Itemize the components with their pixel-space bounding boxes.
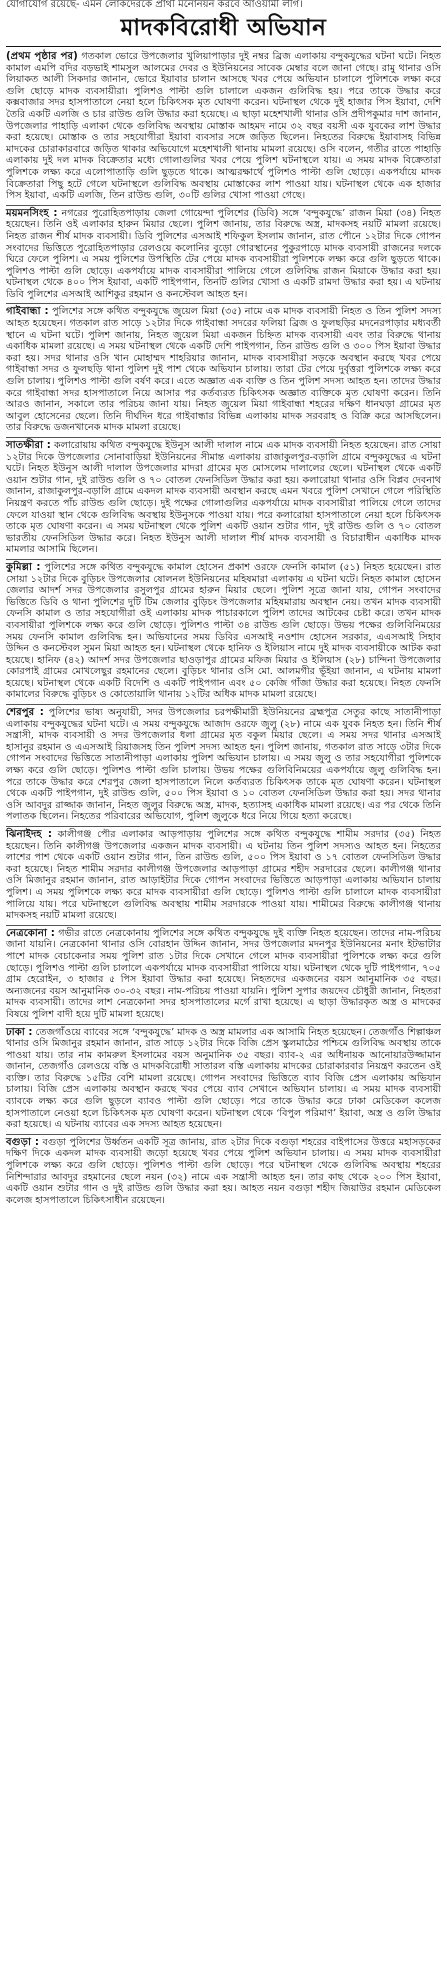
headline-rule [6,46,441,47]
previous-article-fragment: যোগাযোগ রয়েছে- এমন লোকদেরকে প্রার্থী মনোনয়ন করবে আওয়ামী লীগ। [6,0,303,10]
article-body [6,49,441,1209]
news-section [6,705,441,827]
dateline: ময়মনসিংহ : [6,207,58,219]
dateline: নেত্রকোনা : [6,927,55,939]
news-section [6,438,441,560]
news-section [6,1135,441,1210]
dateline: গাইবান্ধা : [6,306,49,318]
section-text: তেজগাঁওয়ে ব্যাবের সঙ্গে ‘বন্দুকযুদ্ধে’ মাদক ও অস্ত্র মামলার এক আসামি নিহত হয়েছেন। তেজগাঁও শিল্পাঞ্চল থানার ওসি মিজানুর রহমান জানান, রাত সাড়ে ১২টার দিকে বিজি প্রেস স্কুলমাঠের পশ্চিমে গুলিবিদ্ধ অবস্থায় তাকে পাওয়া যায়। তার নাম কামরুল ইসলামের বয়স অনুমানিক ৩৫ বছর। ব্যাব-২ এর অধিনায়ক আনোয়ারউজ্জামান জানান, তেজগাঁও রেলওয়ে বস্তি ও মাদকবিরোধী সাতারল বস্তি এলাকায় মাদকের চোরাকারবার নিয়ন্ত্রণ করতেন ওই ব্যক্তি। তার বিরুদ্ধে ১৫টির বেশি মামলা রয়েছে। গোপন সংবাদের ভিত্তিতে ব্যাব বিজি প্রেস এলাকায় অভিযান চালায়। বিজি প্রেস এলাকায় অবস্থান করছে খবর পেয়ে ব্যাব সেখানে অভিযান চালায়। এ সময় মাদক ব্যবসায়ী ব্যাবকে লক্ষ্য করে গুলি ছুড়লে ব্যাবও পাল্টা গুলি ছোড়ে। পরে তাকে উদ্ধার করে ঢাকা মেডিকেল কলেজ হাসপাতালে নেওয়া হলে চিকিৎসক মৃত ঘোষণা করেন। ঘটনাস্থল থেকে ‘বিপুল পরিমাণ’ ইয়াবা, অস্ত্র ও গুলি উদ্ধার করা হয়েছে। এ ঘটনায় ব্যাবের এক সদস্য আহত হয়েছেন। [6,1026,441,1131]
section-text: গভীর রাতে নেত্রকোনায় পুলিশের সঙ্গে কথিত বন্দুকযুদ্ধে দুই ব্যক্তি নিহত হয়েছেন। তাদের নাম-পরিচয় জানা যায়নি। নেত্রকোনা থানার ওসি বোরহান উদ্দিন জানান, সদর উপজেলার মদনপুর ইউনিয়নের মনাং ইটভাটার পাশে মাদক বেচাকেনার সময় পুলিশ রাত ১টার দিকে সেখানে গেলে মাদক ব্যবসায়ীরা পুলিশকে লক্ষ্য করে গুলি ছোড়ে। পুলিশও পাল্টা গুলি চালালে একপর্যায়ে মাদক ব্যবসায়ীরা পালিয়ে যায়। ঘটনাস্থল থেকে দুটি পাইপগান, ৭০৫ গ্রাম হেরোইন, ৩ হাজার ৫ পিস ইয়াবা উদ্ধার করা হয়েছে। নিহতদের একজনের বয়স আনুমানিক ৩৫ বছর। অন্যজনের বয়স আনুমানিক ৩০-৩২ বছর। নাম-পরিচয় পাওয়া যায়নি। পুলিশ সুপার জয়দেব চৌধুরী জানান, নিহতরা মাদক ব্যবসায়ী। তাদের লাশ নেত্রকোনা সদর হাসপাতালের মর্গে রাখা হয়েছে। এ ছাড়া উদ্ধারকৃত অস্ত্র ও মাদকের বিষয়ে পুলিশ বাদী হয়ে দুটি মামলা হয়েছে। [6,927,441,1020]
news-section [6,827,441,926]
section-text: পুলিশের সঙ্গে কথিত বন্দুকযুদ্ধে কামাল হোসেন প্রকাশ ওরফে ফেনসি কামাল (৫১) নিহত হয়েছেন। রাত সোয়া ১২টার দিকে বুড়িচং উপজেলার ষোলনল ইউনিয়নের মহিষমারা এলাকায় এ ঘটনা ঘটে। নিহত কামাল হোসেন জেলার আদর্শ সদর উপজেলার রসুলপুর গ্রামের হারুন মিয়ার ছেলে। পুলিশ সূত্রে জানা যায়, গোপন সংবাদের ভিত্তিতে ডিবি ও থানা পুলিশের দুটি টিম জেলার বুড়িচং উপজেলার মহিষমারায় অবস্থান নেয়। তখন মাদক ব্যবসায়ী ফেনসি কামাল ও তার সহযোগীরা ওই এলাকায় মাদক পাচারকালে পুলিশ তাদের আটকের চেষ্টা করে। তখন মাদক ব্যবসায়ীরা পুলিশকে লক্ষ্য করে গুলি ছোড়ে। পুলিশও পাল্টা ৩৪ রাউন্ড গুলি ছোড়ে। উভয় পক্ষের গুলিবিনিময়ের সময় ফেনসি কামাল গুলিবিদ্ধ হন। অভিযানের সময় ডিবির এসআই নওশাদ হোসেন সরকার, এএসআই সিহাব উদ্দিন ও কনস্টেবল সুমন মিয়া আহত হন। ঘটনাস্থল থেকে হানিফ ও ইলিয়াস নামে দুই মাদক ব্যবসায়ীকে আটক করা হয়েছে। হানিফ (৪২) আদর্শ সদর উপজেলার ছাওড়াপুর গ্রামের মফিজ মিয়ার ও ইলিয়াস (২৮) চান্দিনা উপজেলার কোরপাই গ্রামের মোখলেছুর রহমানের ছেলে। বুড়িচং থানার ওসি মো. আলমগীর ভূঁইয়া জানান, এ ঘটনায় মামলা হয়েছে। ঘটনাস্থল থেকে একটি বিদেশি ও একটি পাইপগান এবং ৫০ কেজি গাঁজা উদ্ধার করা হয়েছে। নিহত ফেনসি কামালের বিরুদ্ধে বুড়িচং ও কোতোয়ালি থানায় ১২টির অধিক মাদক মামলা রয়েছে। [6,561,441,701]
dateline: কুমিল্লা : [6,561,41,573]
section-text: গতকাল ভোরে উপজেলার খুলিয়াপাড়ার দুই নম্বর ব্রিজ এলাকায় বন্দুকযুদ্ধের ঘটনা ঘটে। নিহত কামাল এমপি বদির বড়ভাই শামসুল আলমের দেবর ও ইউনিয়নের সাবেক মেম্বার বলে জানা গেছে। রামু থানার ওসি লিয়াকত আলী সিকদার জানান, ভোরে ইয়াবার চালান আসছে খবর পেয়ে অভিযান চালালে পুলিশকে লক্ষ্য করে গুলি ছোড়ে মাদক ব্যবসায়ীরা। পুলিশও পাল্টা গুলি চালালে একজন গুলিবিদ্ধ হয়। পরে তাকে উদ্ধার করে কক্সবাজার সদর হাসপাতালে নেয়া হলে চিকিৎসক মৃত ঘোষণা করেন। ঘটনাস্থল থেকে দুই হাজার পিস ইয়াবা, দেশি তৈরি একটি এলজি ও চার রাউন্ড গুলি উদ্ধার করা হয়েছে। এ ছাড়া মহেশখালী থানার ওসি প্রদীপকুমার দাশ জানান, উপজেলার পাহাড়ি এলাকা থেকে গুলিবিদ্ধ অবস্থায় মোস্তাক আহমদ নামে ৩২ বছর বয়সী এক যুবকের লাশ উদ্ধার করা হয়েছে। মোস্তাক ও তার সহযোগীরা ইয়াবা ব্যবসার সঙ্গে জড়িত ছিলেন। নিহতের বিরুদ্ধে ইয়াবাসহ বিভিন্ন মাদকের চোরাকারবারে জড়িত থাকার অভিযোগে মহেশখালী থানায় মামলা রয়েছে। ওসি বলেন, গতীর রাতে পাহাড়ি এলাকায় দুই দল মাদক বিক্রেতার মধ্যে গোলাগুলির খবর পেয়ে পুলিশ ঘটনাস্থলে যায়। এ সময় মাদক বিক্রেতারা পুলিশকে লক্ষ্য করে এলোপাতাড়ি গুলি ছুড়তে থাকে। আত্মরক্ষার্থে পুলিশও পাল্টা গুলি ছোড়ে। একপর্যায়ে মাদক বিক্রেতারা পিছু হটে গেলে ঘটনাস্থলে গুলিবিদ্ধ অবস্থায় মোস্তাকের লাশ পাওয়া যায়। ঘটনাস্থল থেকে এক হাজার পিস ইয়াবা, একটি এলজি, তিন রাউন্ড গুলি, ৩০টি গুলির খোসা পাওয়া গেছে। [6,51,442,202]
news-section [6,1025,441,1135]
news-section [6,926,441,1025]
dateline: ঢাকা : [6,1026,33,1038]
section-text: নগরের পুরোহিতপাড়ায় জেলা গোয়েন্দা পুলিশের (ডিবি) সঙ্গে ‘বন্দুকযুদ্ধে’ রাজন মিয়া (৩৪) নিহত হয়েছেন। তিনি ওই এলাকার হারুন মিয়ার ছেলে। পুলিশ জানায়, তার বিরুদ্ধে অস্ত্র, মাদকসহ নয়টি মামলা রয়েছে। নিহত রাজন শীর্ষ মাদক ব্যবসায়ী। ডিবি পুলিশের এসআই শফিকুল ইসলাম জানান, রাত পৌনে ১২টার দিকে গোপন সংবাদের ভিত্তিতে পুরোহিতপাড়ার রেলওয়ে কলোনির বুড়ো গোরস্থানের পুকুরপাড়ে মাদক ব্যবসায়ী রাজনের দলকে ঘিরে ফেলে পুলিশ। এ সময় পুলিশের উপস্থিতি টের পেয়ে মাদক ব্যবসায়ীরা পুলিশকে লক্ষ্য করে গুলি ছুড়তে থাকে। পুলিশও পাল্টা গুলি ছোড়ে। একপর্যায়ে মাদক ব্যবসায়ীরা পালিয়ে গেলে গুলিবিদ্ধ রাজন মিয়াকে উদ্ধার করা হয়। ঘটনাস্থল থেকে ৪০০ পিস ইয়াবা, একটি পাইপগান, তিনটি গুলির খোসা ও একটি রামদা উদ্ধার করা হয়। এ ঘটনায় ডিবি পুলিশের এসআই আশিকুর রহমান ও কনস্টেবল আহত হন। [6,207,441,300]
news-section [6,304,441,438]
news-section [6,206,441,305]
section-text: কালীগঞ্জ পৌর এলাকার আড়পাড়ায় পুলিশের সঙ্গে কথিত বন্দুকযুদ্ধে শামীম সরদার (৩৫) নিহত হয়েছেন। তিনি কালীগঞ্জ উপজেলার একজন মাদক ব্যবসায়ী। এ ঘটনায় তিন পুলিশ সদস্যও আহত হন। নিহতের লাশের পাশ থেকে একটি ওয়ান শুটার গান, তিন রাউন্ড গুলি, ৫০০ পিস ইয়াবা ও ১৭ বোতল ফেনসিডিল উদ্ধার করা হয়েছে। নিহত শামীম সরদার কালীগঞ্জ উপজেলার আড়পাড়া গ্রামের শহীদ সরদারের ছেলে। কালীগঞ্জ থানার ওসি মিজানুর রহমান জানান, রাত আড়াইটার দিকে গোপন সংবাদের ভিত্তিতে আড়পাড়া এলাকায় অভিযান চালায় পুলিশ। এ সময় পুলিশকে লক্ষ্য করে মাদক ব্যবসায়ীরা গুলি ছোড়ে। পুলিশও পাল্টা গুলি চালালে মাদক ব্যবসায়ীরা পালিয়ে যায়। পরে ঘটনাস্থলে গুলিবিদ্ধ অবস্থায় শামীম সরদারকে পাওয়া যায়। শামীমের বিরুদ্ধে কালীগঞ্জ থানায় মাদকসহ নয়টি মামলা রয়েছে। [6,829,441,922]
section-text: পুলিশের সঙ্গে কথিত বন্দুকযুদ্ধে জুয়েল মিয়া (৩৫) নামে এক মাদক ব্যবসায়ী নিহত ও তিন পুলিশ সদস্য আহত হয়েছেন। গতকাল রাত সাড়ে ১২টার দিকে গাইবান্ধা সদরের ফলিয়া ব্রিজ ও ফুলছড়ির মদনেরপাড়ার মধ্যবর্তী স্থানে এ ঘটনা ঘটে। পুলিশ জানায়, নিহত জুয়েল মিয়া একজন চিহ্নিত মাদক ব্যবসায়ী এবং তার বিরুদ্ধে থানায় একাধিক মামলা রয়েছে। এ সময় ঘটনাস্থল থেকে একটি দেশি পাইপগান, তিন রাউন্ড গুলি ও ৩০০ পিস ইয়াবা উদ্ধার করা হয়। সদর থানার ওসি খান মোহাম্মদ শাহরিয়ার জানান, মাদক ব্যবসায়ীরা সড়কে অবস্থান করছে খবর পেয়ে গাইবান্ধা সদর ও ফুলছড়ি থানা পুলিশ দুই পাশ থেকে অভিযান চালায়। তারা টের পেয়ে দুর্বৃত্তরা পুলিশকে লক্ষ্য করে গুলি চালায়। পুলিশও পাল্টা গুলি বর্ষণ করে। এতে অজ্ঞাত এক ব্যক্তি ও তিন পুলিশ সদস্য আহত হন। তাদের উদ্ধার করে গাইবান্ধা সদর হাসপাতালে নিয়ে আসার পর কর্তব্যরত চিকিৎসক অজ্ঞাত ব্যক্তিকে মৃত ঘোষণা করেন। তিনি আরও জানান, সকালে তার পরিচয় জানা যায়। নিহত জুয়েল মিয়া গাইবান্ধা শহরের দক্ষিণ ধানঘড়া গ্রামের মৃত আবুল হোসেনের ছেলে। তিনি দীর্ঘদিন ধরে গাইবান্ধার বিভিন্ন এলাকায় মাদক সরবরাহ ও বিক্রি করে আসছিলেন। তার বিরুদ্ধে ডজনখানেক মাদক মামলা রয়েছে। [6,306,441,434]
dateline: (প্রথম পৃষ্ঠার পর) [6,51,78,62]
dateline: ঝিনাইদহ : [6,829,52,840]
section-text: কলারোয়ায় কথিত বন্দুকযুদ্ধে ইউনুস আলী দালাল নামে এক মাদক ব্যবসায়ী নিহত হয়েছেন। রাত সোয়া ১২টার দিকে উপজেলার সোনাবাড়িয়া ইউনিয়নের সীমান্ত এলাকায় রাজাকুলপুর-বড়ালি গ্রামে বন্দুকযুদ্ধের এ ঘটনা ঘটে। নিহত ইউনুস আলী দালাল উপজেলার মাদরা গ্রামের মৃত মোসলেম দালালের ছেলে। ঘটনাস্থল থেকে একটি ওয়ান শুটার গান, দুই রাউন্ড গুলি ও ৭০ বোতল ফেনসিডিল উদ্ধার করা হয়। কলারোয়া থানার ওসি বিপ্লব দেবনাথ জানান, রাজাকুলপুর-বড়ালি গ্রামে একদল মাদক ব্যবসায়ী অবস্থান করছে এমন খবরে পুলিশ সেখানে গেলে পরিস্থিতি নিয়ন্ত্রণ করতে পাঁচ রাউন্ড গুলি ছোড়ে। দুই পক্ষের গোলাগুলির একপর্যায়ে মাদক ব্যবসায়ীরা পালিয়ে গেলে তাদের ফেলে যাওয়া স্থান থেকে গুলিবিদ্ধ অবস্থায় ইউনুসকে পাওয়া যায়। পরে কলারোয়া হাসপাতালে নেয়া হলে চিকিৎসক তাকে মৃত ঘোষণা করেন। এ সময় ঘটনাস্থল থেকে পুলিশ একটি ওয়ান শুটার গান, দুই রাউন্ড গুলি ও ৭০ বোতল ভারতীয় ফেনসিডিল উদ্ধার করে। নিহত ইউনুস আলী দালাল শীর্ষ মাদক ব্যবসায়ী ও বিচারাধীন একাধিক মাদক মামলার আসামি ছিলেন। [6,440,441,556]
dateline: শেরপুর : [6,707,44,719]
section-text: বগুড়া পুলিশের উর্ধ্বতন একটি সূত্র জানায়, রাত ২টার দিকে বগুড়া শহরের বাইপাসের উত্তরে মহাসড়কের দক্ষিণ দিকে একদল মাদক ব্যবসায়ী জড়ো হয়েছে খবর পেয়ে পুলিশ অভিযান চালায়। এ সময় মাদক ব্যবসায়ীরা পুলিশকে লক্ষ্য করে গুলি ছোড়ে। পুলিশও পাল্টা গুলি ছোড়ে। পরে ঘটনাস্থল থেকে গুলিবিদ্ধ অবস্থায় শহরের নিশিন্দারার আবদুর রহমানের ছেলে নয়ন (৩২) নামে এক সন্ত্রাসী আহত হন। তার কাছ থেকে ২০০ পিস ইয়াবা, একটি ওয়ান শুটার গান ও দুই রাউন্ড গুলি উদ্ধার করা হয়। আহত নয়ন বগুড়া শহীদ জিয়াউর রহমান মেডিকেল কলেজ হাসপাতালে চিকিৎসাধীন রয়েছেন। [6,1136,441,1206]
dateline: বগুড়া : [6,1136,39,1148]
article-headline: মাদকবিরোধী অভিযান [120,15,327,41]
section-text: পুলিশের ভাষ্য অনুযায়ী, সদর উপজেলার চরপক্ষীমারী ইউনিয়নের ব্রহ্মপুত্র সেতুর কাছে সাতানীপাড়া এলাকায় বন্দুকযুদ্ধের ঘটনা ঘটে। এ সময় বন্দুকযুদ্ধে আজাদ ওরফে জুলু (২৮) নামে এক যুবক নিহত হন। তিনি শীর্ষ সন্ত্রাসী, মাদক ব্যবসায়ী ও সদর উপজেলার ধলা গ্রামের মৃত বকুল মিয়ার ছেলে। এ সময় সদর থানার এসআই হাসানুর রহমান ও এএসআই রিয়াজসহ তিন পুলিশ সদস্য আহত হন। পুলিশ জানায়, গতকাল রাত সাড়ে ৩টার দিকে গোপন সংবাদের ভিত্তিতে সাতানীপাড়া এলাকায় পুলিশ অভিযান চালায়। এ সময় জুলু ও তার সহযোগীরা পুলিশকে লক্ষ্য করে গুলি ছোড়ে। পুলিশও পাল্টা গুলি চালায়। উভয় পক্ষের গুলিবিনিময়ের একপর্যায়ে জুলু গুলিবিদ্ধ হন। পরে তাকে উদ্ধার করে শেরপুর জেলা হাসপাতালে নিলে কর্তব্যরত চিকিৎসক তাকে মৃত ঘোষণা করেন। ঘটনাস্থল থেকে একটি পাইপগান, দুই রাউন্ড গুলি, ৫০০ পিস ইয়াবা ও ১০ বোতল ফেনসিডিল উদ্ধার করা হয়। সদর থানার ওসি আবদুর রাজ্জাক জানান, নিহত জুলুর বিরুদ্ধে অস্ত্র, মাদক, হত্যাসহ একাধিক মামলা রয়েছে। এর পর থেকে তিনি পলাতক ছিলেন। নিহতের পরিবারের অভিযোগ, পুলিশ জুলুকে ধরে নিয়ে গিয়ে হত্যা করেছে। [6,707,441,823]
news-section [6,560,441,705]
dateline: সাতক্ষীরা : [6,440,51,451]
news-section [6,49,441,206]
